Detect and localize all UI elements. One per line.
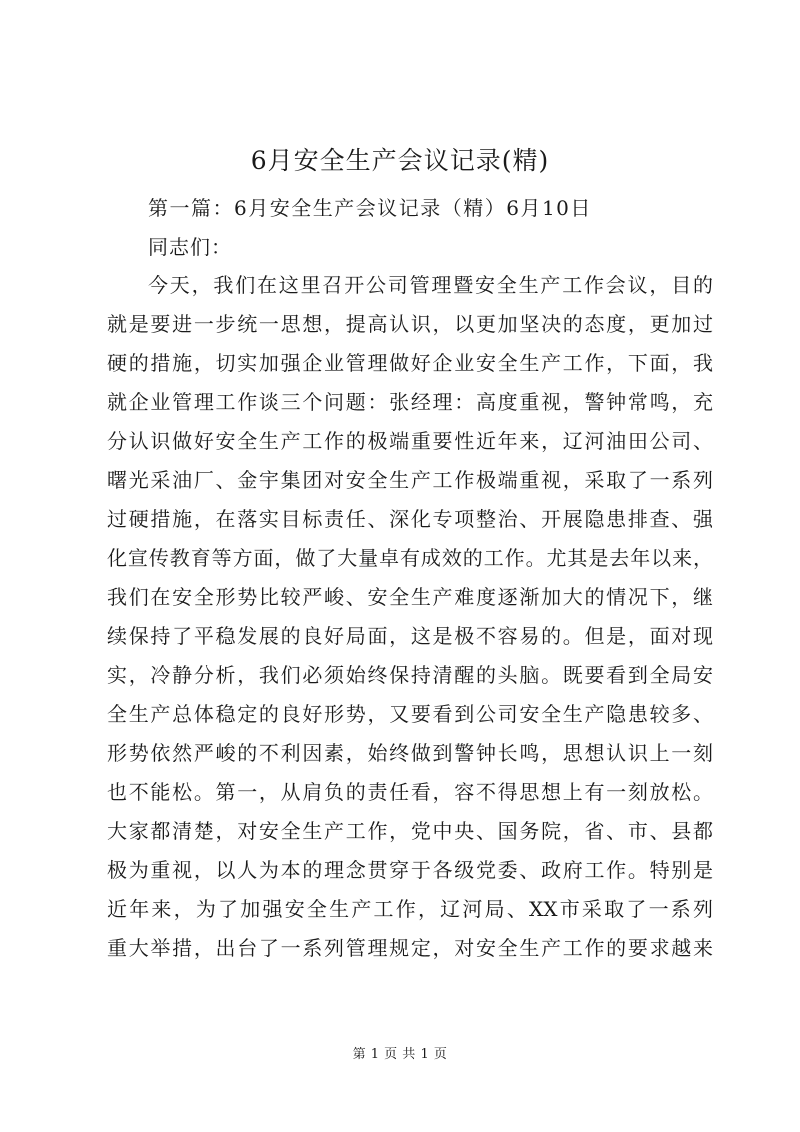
page-number: 第 1 页 共 1 页 [352, 1047, 448, 1062]
body-line: 分认识做好安全生产工作的极端重要性近年来，辽河油田公司、 [107, 429, 713, 453]
body-line: 大家都清楚，对安全生产工作，党中央、国务院，省、市、县都 [107, 819, 713, 843]
body-line: 今天，我们在这里召开公司管理暨安全生产工作会议，目的 [148, 273, 713, 297]
body-line: 我们在安全形势比较严峻、安全生产难度逐渐加大的情况下，继 [107, 585, 713, 609]
body-line: 实，冷静分析，我们必须始终保持清醒的头脑。既要看到全局安 [107, 663, 713, 687]
body-line: 硬的措施，切实加强企业管理做好企业安全生产工作，下面，我 [107, 351, 713, 375]
document-title: 6月安全生产会议记录(精) [250, 146, 550, 175]
body-line: 极为重视，以人为本的理念贯穿于各级党委、政府工作。特别是 [107, 858, 713, 882]
body-line: 也不能松。第一，从肩负的责任看，容不得思想上有一刻放松。 [107, 780, 713, 804]
body-line: 全生产总体稳定的良好形势，又要看到公司安全生产隐患较多、 [107, 702, 713, 726]
body-line: 曙光采油厂、金宇集团对安全生产工作极端重视，采取了一系列 [107, 468, 713, 492]
body-line: 形势依然严峻的不利因素，始终做到警钟长鸣，思想认识上一刻 [107, 741, 713, 765]
body-line: 续保持了平稳发展的良好局面，这是极不容易的。但是，面对现 [107, 624, 713, 648]
greeting-text: 同志们： [148, 235, 232, 259]
body-text [107, 266, 713, 968]
body-line: 就企业管理工作谈三个问题：张经理：高度重视，警钟常鸣，充 [107, 390, 713, 414]
body-line: 近年来，为了加强安全生产工作，辽河局、XX市采取了一系列 [107, 897, 713, 921]
body-line: 化宣传教育等方面，做了大量卓有成效的工作。尤其是去年以来， [107, 546, 713, 570]
body-line: 就是要进一步统一思想，提高认识，以更加坚决的态度，更加过 [107, 312, 713, 336]
body-line: 过硬措施，在落实目标责任、深化专项整治、开展隐患排查、强 [107, 507, 713, 531]
section-heading: 第一篇：6月安全生产会议记录（精）6月10日 [148, 196, 592, 220]
body-line: 重大举措，出台了一系列管理规定，对安全生产工作的要求越来 [107, 936, 713, 960]
